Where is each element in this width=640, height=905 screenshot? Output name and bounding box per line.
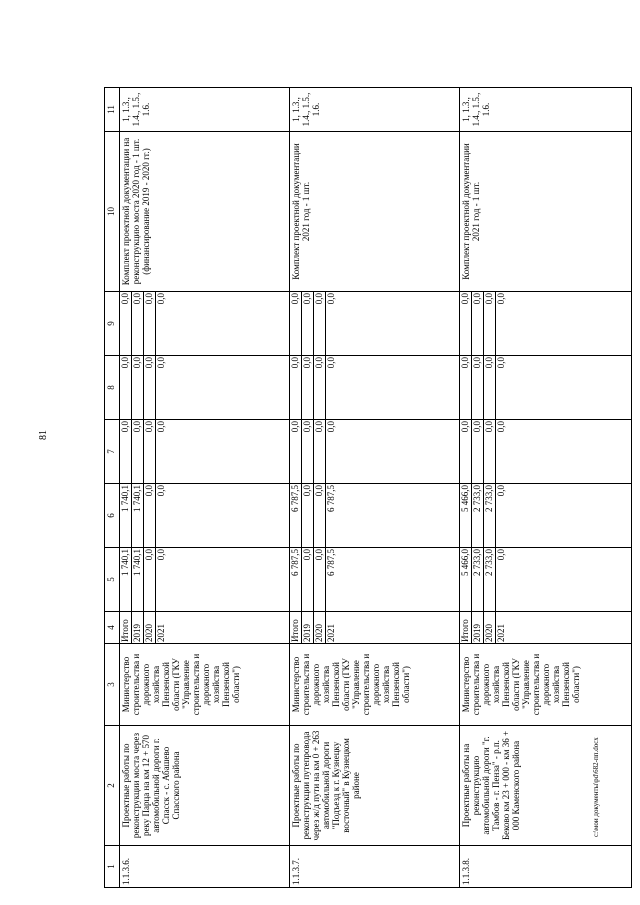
expected-result: Комплект проектной документации 2021 год - 1 шт. bbox=[290, 132, 460, 292]
col-header: 7 bbox=[105, 420, 120, 484]
footer-file-path: c:\мои документы\pd\682-пп.docx bbox=[592, 737, 600, 837]
year-cell-value: 2021 bbox=[496, 624, 506, 642]
year-cell-value: 2020 bbox=[144, 612, 156, 643]
local-budget-value: 0,0 bbox=[302, 356, 314, 419]
federal-budget bbox=[120, 420, 290, 484]
extra-budget-value: 0,0 bbox=[156, 293, 166, 305]
total-funding-value: 6 787,5 bbox=[326, 549, 336, 576]
table-body bbox=[120, 88, 632, 888]
col-header: 4 bbox=[105, 612, 120, 644]
year-cell-value: 2019 bbox=[472, 612, 484, 643]
total-funding-value: 5 466,0 bbox=[460, 548, 472, 611]
federal-budget bbox=[460, 420, 632, 484]
local-budget-value: 0,0 bbox=[156, 357, 166, 369]
federal-budget-value: 0,0 bbox=[302, 420, 314, 483]
executor: Министерство строительства и дорожного хозяйства Пензенской области (ГКУ "Управление строительства и дорожного хозяйства Пензенской области") bbox=[460, 644, 632, 726]
extra-budget-value: 0,0 bbox=[484, 292, 496, 355]
regional-budget-value: 0,0 bbox=[314, 484, 326, 547]
total-funding bbox=[460, 548, 632, 612]
regional-budget-value: 0,0 bbox=[144, 484, 156, 547]
extra-budget-value: 0,0 bbox=[496, 293, 506, 305]
work-description: Проектные работы на реконструкцию автомобильной дороги "г. Тамбов - г. Пенза" - р.п. Беково км 23 + 000 - км 36 + 000 Каменского района bbox=[460, 726, 632, 846]
federal-budget-value: 0,0 bbox=[144, 420, 156, 483]
expected-result: Комплект проектной документации 2021 год - 1 шт. bbox=[460, 132, 632, 292]
extra-budget-value: 0,0 bbox=[132, 292, 144, 355]
local-budget bbox=[120, 356, 290, 420]
col-header: 1 bbox=[105, 846, 120, 888]
item-code: 1.1.3.8. bbox=[460, 846, 632, 888]
col-header: 9 bbox=[105, 292, 120, 356]
year-cell-value: 2019 bbox=[132, 612, 144, 643]
executor: Министерство строительства и дорожного хозяйства Пензенской области (ГКУ "Управление строительства и дорожного хозяйства Пензенской области") bbox=[290, 644, 460, 726]
total-funding-value: 0,0 bbox=[496, 549, 506, 561]
col-header: 8 bbox=[105, 356, 120, 420]
local-budget-value: 0,0 bbox=[496, 357, 506, 369]
col-header: 11 bbox=[105, 88, 120, 132]
total-funding-value: 0,0 bbox=[302, 548, 314, 611]
executor: Министерство строительства и дорожного хозяйства Пензенской области (ГКУ "Управление строительства и дорожного хозяйства Пензенской области") bbox=[120, 644, 290, 726]
regional-budget bbox=[460, 484, 632, 548]
regional-budget-value: 2 733,0 bbox=[484, 484, 496, 547]
extra-budget-value: 0,0 bbox=[302, 292, 314, 355]
total-funding-value: 2 733,0 bbox=[484, 548, 496, 611]
local-budget bbox=[460, 356, 632, 420]
local-budget bbox=[290, 356, 460, 420]
regional-budget-value: 2 733,0 bbox=[472, 484, 484, 547]
regional-budget-value: 6 787,5 bbox=[290, 484, 302, 547]
year-cell-value: 2020 bbox=[314, 612, 326, 643]
regional-budget-value: 0,0 bbox=[496, 485, 506, 497]
year-cell-value: 2021 bbox=[326, 624, 336, 642]
year-cell-value: 2019 bbox=[302, 612, 314, 643]
extra-budget-value: 0,0 bbox=[120, 292, 132, 355]
local-budget-value: 0,0 bbox=[460, 356, 472, 419]
extra-budget bbox=[290, 292, 460, 356]
regional-budget-value: 0,0 bbox=[302, 484, 314, 547]
table-row bbox=[120, 88, 290, 888]
regional-budget-value: 0,0 bbox=[156, 485, 166, 497]
extra-budget-value: 0,0 bbox=[460, 292, 472, 355]
regional-budget bbox=[290, 484, 460, 548]
local-budget-value: 0,0 bbox=[326, 357, 336, 369]
item-code: 1.1.3.7. bbox=[290, 846, 460, 888]
page-number: 81 bbox=[38, 430, 49, 440]
year-cell-value: Итого bbox=[290, 612, 302, 643]
year-cell-value: Итого bbox=[120, 612, 132, 643]
extra-budget-value: 0,0 bbox=[314, 292, 326, 355]
federal-budget-value: 0,0 bbox=[326, 421, 336, 433]
year-cell-value: 2020 bbox=[484, 612, 496, 643]
total-funding-value: 2 733,0 bbox=[472, 548, 484, 611]
year-cell-value: 2021 bbox=[156, 624, 166, 642]
local-budget-value: 0,0 bbox=[120, 356, 132, 419]
extra-budget-value: 0,0 bbox=[326, 293, 336, 305]
item-code: 1.1.3.6. bbox=[120, 846, 290, 888]
regional-budget bbox=[120, 484, 290, 548]
col-header: 5 bbox=[105, 548, 120, 612]
col-header: 6 bbox=[105, 484, 120, 548]
total-funding bbox=[290, 548, 460, 612]
federal-budget bbox=[290, 420, 460, 484]
federal-budget-value: 0,0 bbox=[120, 420, 132, 483]
total-funding bbox=[120, 548, 290, 612]
total-funding-value: 0,0 bbox=[314, 548, 326, 611]
federal-budget-value: 0,0 bbox=[484, 420, 496, 483]
total-funding-value: 1 740,1 bbox=[120, 548, 132, 611]
total-funding-value: 6 787,5 bbox=[290, 548, 302, 611]
extra-budget bbox=[460, 292, 632, 356]
table-row bbox=[290, 88, 460, 888]
total-funding-value: 1 740,1 bbox=[132, 548, 144, 611]
indicator-links: 1, 1.3., 1.4., 1.5., 1.6. bbox=[290, 88, 460, 132]
program-table bbox=[104, 87, 632, 888]
regional-budget-value: 1 740,1 bbox=[132, 484, 144, 547]
local-budget-value: 0,0 bbox=[484, 356, 496, 419]
federal-budget-value: 0,0 bbox=[156, 421, 166, 433]
col-header: 2 bbox=[105, 726, 120, 846]
federal-budget-value: 0,0 bbox=[314, 420, 326, 483]
local-budget-value: 0,0 bbox=[314, 356, 326, 419]
local-budget-value: 0,0 bbox=[290, 356, 302, 419]
expected-result: Комплект проектной документации на реконструкцию моста 2020 год - 1 шт. (финансирование 2019 - 2020 гг.) bbox=[120, 132, 290, 292]
extra-budget bbox=[120, 292, 290, 356]
col-header: 3 bbox=[105, 644, 120, 726]
year-cell bbox=[460, 612, 632, 644]
extra-budget-value: 0,0 bbox=[290, 292, 302, 355]
indicator-links: 1, 1.3., 1.4., 1.5., 1.6. bbox=[460, 88, 632, 132]
extra-budget-value: 0,0 bbox=[144, 292, 156, 355]
year-cell bbox=[290, 612, 460, 644]
federal-budget-value: 0,0 bbox=[496, 421, 506, 433]
indicator-links: 1, 1.3., 1.4., 1.5., 1.6. bbox=[120, 88, 290, 132]
rotated-sheet bbox=[104, 88, 639, 888]
year-cell-value: Итого bbox=[460, 612, 472, 643]
work-description: Проектные работы по реконструкции путепровода через ж/д пути на км 0 + 263 автомобильной дороги "Подъезд к г. Кузнецку восточный" в Кузнецком районе bbox=[290, 726, 460, 846]
total-funding-value: 0,0 bbox=[156, 549, 166, 561]
federal-budget-value: 0,0 bbox=[460, 420, 472, 483]
regional-budget-value: 1 740,1 bbox=[120, 484, 132, 547]
local-budget-value: 0,0 bbox=[144, 356, 156, 419]
year-cell bbox=[120, 612, 290, 644]
regional-budget-value: 6 787,5 bbox=[326, 485, 336, 512]
regional-budget-value: 5 466,0 bbox=[460, 484, 472, 547]
col-header: 10 bbox=[105, 132, 120, 292]
federal-budget-value: 0,0 bbox=[290, 420, 302, 483]
extra-budget-value: 0,0 bbox=[472, 292, 484, 355]
table-row bbox=[460, 88, 632, 888]
federal-budget-value: 0,0 bbox=[132, 420, 144, 483]
local-budget-value: 0,0 bbox=[472, 356, 484, 419]
federal-budget-value: 0,0 bbox=[472, 420, 484, 483]
column-number-row bbox=[105, 88, 120, 888]
work-description: Проектные работы по реконструкции моста через реку Парца на км 12 + 570 автомобильной дороги г. Спасск - с. Абашево Спасского района bbox=[120, 726, 290, 846]
total-funding-value: 0,0 bbox=[144, 548, 156, 611]
local-budget-value: 0,0 bbox=[132, 356, 144, 419]
